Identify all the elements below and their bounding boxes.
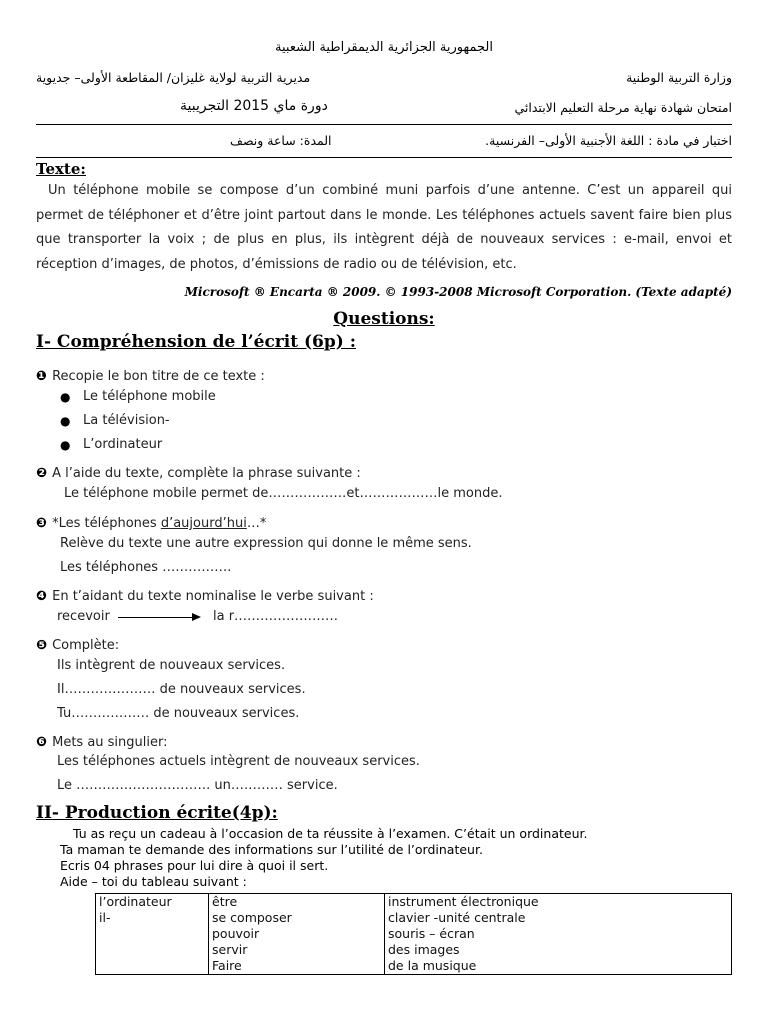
question-4-number: ❹ bbox=[36, 589, 48, 604]
question-6-line1: Les téléphones actuels intègrent de nouveaux services. bbox=[57, 754, 420, 769]
texte-body: Un téléphone mobile se compose d’un combiné muni parfois d’une antenne. C’est un appareil qui permet de téléphoner et d’être joint partout dans le monde. Les téléphones actuels savent faire bien plus que transporter la voix ; de plus en plus, ils intègrent déjà de nouveaux services : e-mail, envoi et réception d’images, de photos, d’émissions de radio ou de télévision, etc. bbox=[36, 183, 732, 272]
question-2-number: ❷ bbox=[36, 466, 48, 481]
question-3-text-after: …* bbox=[246, 516, 267, 531]
texte-source: Microsoft ® Encarta ® 2009. © 1993-2008 Microsoft Corporation. (Texte adapté) bbox=[184, 285, 732, 299]
question-3-line1: Relève du texte une autre expression qui donne le même sens. bbox=[60, 536, 472, 551]
directorate: مديرية التربية لولاية غليزان/ المقاطعة الأولى– جديوية bbox=[36, 70, 311, 85]
table-cell-text: pouvoir bbox=[212, 926, 260, 941]
table-cell-text: se composer bbox=[212, 910, 292, 925]
question-2-line: Le téléphone mobile permet de………………et………………le monde. bbox=[64, 486, 503, 501]
exam-subject: اختبار في مادة : اللغة الأجنبية الأولى– الفرنسية. bbox=[485, 133, 732, 148]
question-4 bbox=[36, 585, 374, 604]
question-1-text: Recopie le bon titre de ce texte : bbox=[52, 369, 265, 384]
question-6-number: ❻ bbox=[36, 735, 48, 750]
question-5-line1: Ils intègrent de nouveaux services. bbox=[57, 658, 286, 673]
question-4-verb: recevoir bbox=[57, 609, 110, 624]
question-2-text: A l’aide du texte, complète la phrase suivante : bbox=[52, 466, 361, 481]
help-table bbox=[95, 893, 732, 975]
question-1-number: ❶ bbox=[36, 369, 48, 384]
question-5-text: Complète: bbox=[52, 638, 120, 653]
header-divider-bottom bbox=[36, 157, 732, 158]
question-1 bbox=[36, 365, 265, 384]
exam-duration: المدة: ساعة ونصف bbox=[230, 133, 332, 148]
table-cell-text: des images bbox=[388, 942, 460, 957]
header-divider-top bbox=[36, 124, 732, 125]
texte-title: Texte: bbox=[36, 160, 86, 178]
question-2 bbox=[36, 462, 361, 481]
table-cell-text: l’ordinateur bbox=[99, 894, 172, 909]
ministry: وزارة التربية الوطنية bbox=[626, 70, 732, 85]
bullet-icon: ● bbox=[60, 414, 71, 428]
table-cell-text: instrument électronique bbox=[388, 894, 539, 909]
table-cell-text: Faire bbox=[212, 958, 242, 973]
questions-title: Questions: bbox=[333, 309, 435, 329]
arrow-right-icon bbox=[118, 617, 194, 618]
table-cell-text: souris – écran bbox=[388, 926, 475, 941]
table-cell-text: clavier -unité centrale bbox=[388, 910, 526, 925]
question-3-underlined: d’aujourd’hui bbox=[160, 516, 247, 531]
table-cell-text: il- bbox=[99, 910, 111, 925]
question-4-text: En t’aidant du texte nominalise le verbe suivant : bbox=[52, 589, 374, 604]
question-3-text-before: *Les téléphones bbox=[52, 516, 161, 531]
section2-line3: Ecris 04 phrases pour lui dire à quoi il sert. bbox=[60, 858, 329, 873]
exam-name: امتحان شهادة نهاية مرحلة التعليم الابتدائي bbox=[514, 100, 732, 115]
exam-session: دورة ماي 2015 التجريبية bbox=[180, 98, 328, 114]
question-5-line3: Tu……………… de nouveaux services. bbox=[57, 706, 300, 721]
question-6-text: Mets au singulier: bbox=[52, 735, 168, 750]
question-6-line2: Le …………………………. un………… service. bbox=[57, 778, 338, 793]
table-cell-text: être bbox=[212, 894, 238, 909]
bullet-icon: ● bbox=[60, 390, 71, 404]
table-cell-subject bbox=[96, 894, 209, 975]
section2-line1: Tu as reçu un cadeau à l’occasion de ta réussite à l’examen. C’était un ordinateur. bbox=[73, 826, 588, 841]
question-4-answer: la r…………………… bbox=[213, 609, 339, 624]
section1-title: I- Compréhension de l’écrit (6p) : bbox=[36, 332, 356, 352]
question-5 bbox=[36, 634, 119, 653]
question-3-number: ❸ bbox=[36, 516, 48, 531]
question-3-line2: Les téléphones ……………. bbox=[60, 560, 232, 575]
table-cell-complements bbox=[385, 894, 732, 975]
question-5-line2: Il………………… de nouveaux services. bbox=[57, 682, 306, 697]
option-3: L’ordinateur bbox=[83, 437, 163, 452]
section2-title: II- Production écrite(4p): bbox=[36, 803, 278, 823]
table-row bbox=[96, 894, 732, 975]
table-cell-text: de la musique bbox=[388, 958, 477, 973]
option-1: Le téléphone mobile bbox=[83, 389, 216, 404]
table-cell-text: servir bbox=[212, 942, 248, 957]
republic-heading: الجمهورية الجزائرية الديمقراطية الشعبية bbox=[275, 40, 493, 55]
table-cell-verbs bbox=[209, 894, 385, 975]
question-5-number: ❺ bbox=[36, 638, 48, 653]
question-6 bbox=[36, 731, 168, 750]
bullet-icon: ● bbox=[60, 438, 71, 452]
section2-line2: Ta maman te demande des informations sur l’utilité de l’ordinateur. bbox=[60, 842, 483, 857]
option-2: La télévision- bbox=[83, 413, 170, 428]
question-3 bbox=[36, 512, 266, 531]
arrow-right-icon-head bbox=[192, 613, 201, 621]
section2-line4: Aide – toi du tableau suivant : bbox=[60, 874, 247, 889]
